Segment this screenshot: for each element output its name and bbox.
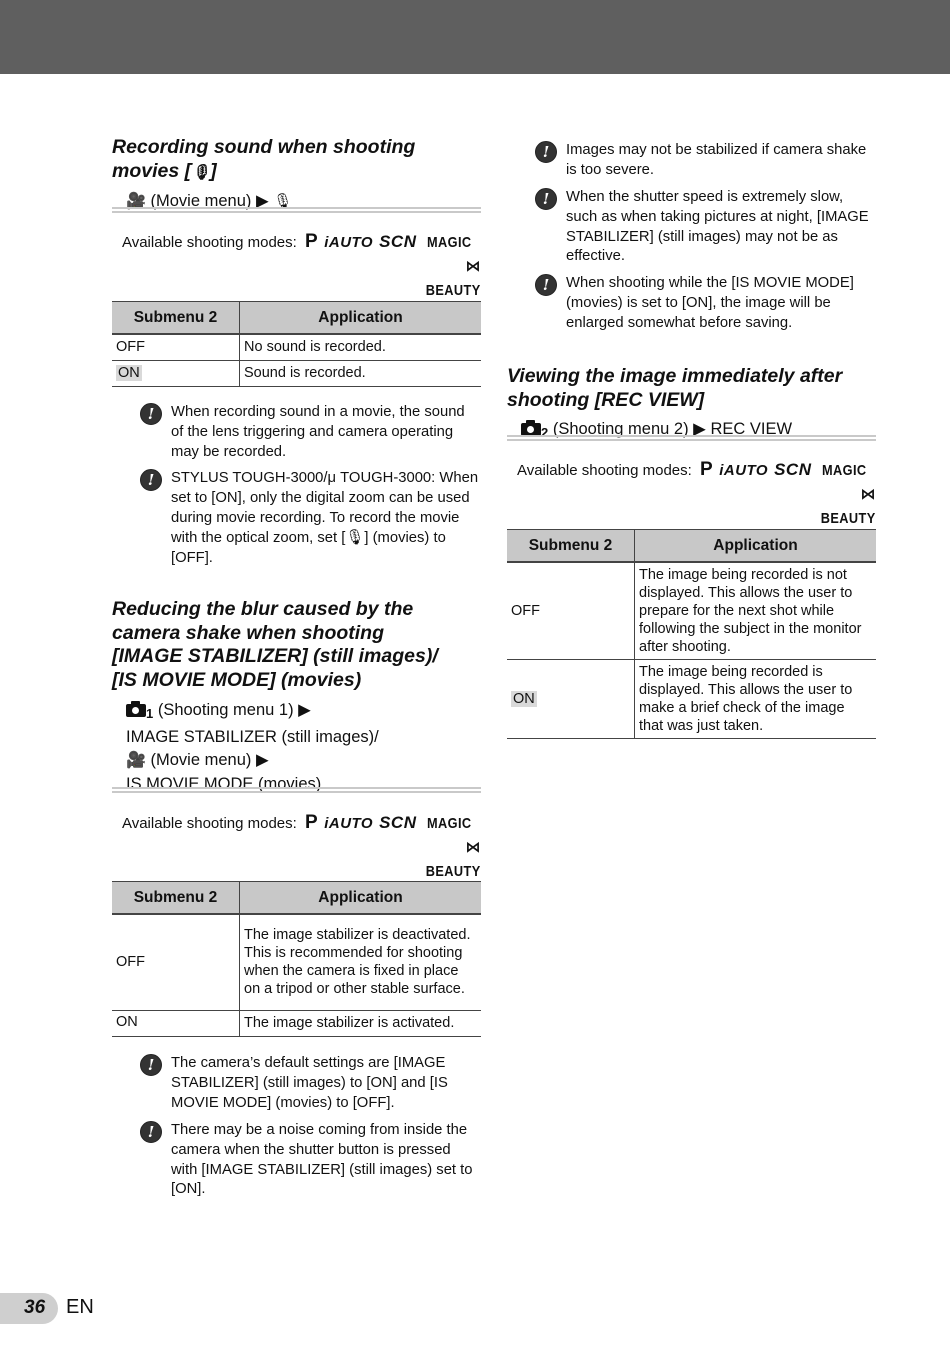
note-text: There may be a noise coming from inside the camera when the shutter button is pressed with [IMAGE STABILIZER] (still images) set to [ON].	[171, 1122, 473, 1198]
submenu-table-rec-view	[507, 529, 876, 739]
iauto-mode-icon: iAUTO	[324, 234, 374, 251]
section-title-rec-view	[507, 365, 876, 412]
beauty-mode-icon: BEAUTY	[426, 863, 481, 880]
modes-label: Available shooting modes:	[121, 234, 297, 251]
page-number: 36	[24, 1297, 46, 1318]
title-line: Viewing the image immediately after	[507, 365, 843, 387]
note-text	[171, 469, 480, 569]
caution-icon: !	[140, 1121, 162, 1143]
beauty-mode-icon: BEAUTY	[426, 282, 481, 299]
note-text-part: ] (movies) to [OFF].	[171, 530, 446, 567]
menu-label: (Shooting menu 1)	[157, 701, 294, 719]
note-item	[140, 1054, 480, 1113]
arrow-right-icon: ▶	[255, 751, 269, 769]
column-header: Application	[635, 530, 877, 563]
available-modes	[112, 230, 481, 303]
divider	[507, 435, 876, 441]
scene-mode-icon: SCN	[774, 460, 812, 479]
beauty-mode-icon: BEAUTY	[821, 510, 876, 527]
note-item	[535, 141, 875, 181]
scene-mode-icon: SCN	[379, 232, 417, 251]
column-header: Submenu 2	[112, 302, 240, 335]
language-code: EN	[66, 1296, 94, 1318]
submenu-table-stabilizer	[112, 881, 481, 1037]
menu-path-line	[112, 749, 481, 773]
modes-label: Available shooting modes:	[121, 815, 297, 832]
note-item	[140, 1121, 480, 1200]
note-item	[535, 274, 875, 333]
note-text-part: STYLUS TOUGH-3000/μ TOUGH-3000: When set to [ON], only the digital zoom can be used during movie recording. To record the movie with the optical zoom, set [	[171, 470, 479, 547]
title-line: ]	[210, 159, 217, 182]
application-cell: The image being recorded is displayed. This allows the user to make a brief check of the image that was just taken.	[635, 659, 877, 738]
microphone-icon: 🎙	[191, 163, 211, 181]
microphone-icon: 🎙	[345, 529, 365, 547]
table-row	[507, 659, 876, 738]
table-row	[112, 1010, 481, 1036]
submenu-value: ON	[513, 690, 535, 707]
menu-path-line	[112, 699, 481, 726]
title-line: [IS MOVIE MODE] (movies)	[112, 668, 362, 691]
iauto-mode-icon: iAUTO	[719, 462, 769, 479]
submenu-cell: ON	[112, 1010, 240, 1036]
menu-label: (Movie menu)	[150, 751, 252, 769]
application-cell: The image stabilizer is activated.	[240, 1010, 482, 1036]
scene-mode-icon: SCN	[379, 813, 417, 832]
program-mode-icon: P	[305, 812, 319, 833]
movie-camera-icon: 🎥	[126, 193, 146, 210]
title-line: Recording sound when shooting	[112, 136, 416, 158]
magic-mode-icon: MAGIC	[426, 815, 472, 832]
arrow-right-icon: ▶	[693, 420, 706, 438]
caution-icon: !	[535, 274, 557, 296]
movie-camera-icon: 🎥	[126, 752, 146, 769]
column-header: Submenu 2	[507, 530, 635, 563]
note-text: When recording sound in a movie, the sound of the lens triggering and camera operating may be recorded.	[171, 404, 465, 460]
title-line: camera shake when shooting	[112, 621, 385, 644]
magic-mode-icon: MAGIC	[426, 234, 472, 251]
menu-path	[112, 699, 481, 796]
submenu-value: OFF	[116, 339, 145, 356]
submenu-cell: OFF	[507, 562, 635, 659]
column-header: Application	[240, 302, 482, 335]
program-mode-icon: P	[700, 459, 714, 480]
camera-icon	[521, 420, 541, 436]
submenu-table-sound	[112, 301, 481, 387]
note-text: When the shutter speed is extremely slow, such as when taking pictures at night, [IMAGE STABILIZER] (still images) may not be as effective.	[566, 189, 869, 265]
table-header-row	[507, 530, 876, 563]
caution-icon: !	[535, 141, 557, 163]
caution-icon: !	[140, 469, 162, 491]
menu-path-line: IMAGE STABILIZER (still images)/	[126, 727, 379, 746]
menu-path-line: IS MOVIE MODE (movies)	[126, 774, 322, 793]
table-row	[112, 360, 481, 386]
table-row	[112, 334, 481, 360]
note-item	[140, 403, 480, 462]
column-header: Submenu 2	[112, 882, 240, 915]
menu-target: REC VIEW	[710, 420, 793, 438]
caution-icon: !	[140, 403, 162, 425]
note-text: The camera’s default settings are [IMAGE STABILIZER] (still images) to [ON] and [IS MOVIE MODE] (movies) to [OFF].	[171, 1055, 448, 1111]
divider	[112, 207, 481, 213]
title-line: Reducing the blur caused by the	[112, 598, 414, 620]
column-header: Application	[240, 882, 482, 915]
table-header-row	[112, 882, 481, 915]
available-modes	[112, 811, 481, 884]
submenu-cell	[112, 334, 240, 360]
panorama-mode-icon: ⋈	[860, 486, 876, 503]
arrow-right-icon: ▶	[255, 192, 269, 210]
divider	[112, 787, 481, 793]
panorama-mode-icon: ⋈	[465, 839, 481, 856]
program-mode-icon: P	[305, 231, 319, 252]
arrow-right-icon: ▶	[298, 701, 311, 719]
note-item	[140, 469, 480, 569]
note-text: When shooting while the [IS MOVIE MODE] (movies) is set to [ON], the image will be enlarged somewhat before saving.	[566, 275, 854, 331]
caution-icon: !	[535, 188, 557, 210]
mode-icons	[305, 812, 481, 856]
header-bar	[0, 0, 950, 74]
menu-label: (Movie menu)	[150, 192, 252, 210]
submenu-cell	[112, 360, 240, 386]
mode-icons	[700, 459, 876, 503]
table-row	[112, 914, 481, 1010]
submenu-value: ON	[118, 365, 140, 381]
title-line: movies [	[112, 159, 192, 182]
note-text: Images may not be stabilized if camera shake is too severe.	[566, 142, 867, 178]
note-item	[535, 188, 875, 267]
microphone-icon: 🎙	[273, 193, 293, 210]
title-line: [IMAGE STABILIZER] (still images)/	[112, 645, 438, 667]
table-header-row	[112, 302, 481, 335]
magic-mode-icon: MAGIC	[821, 462, 867, 479]
available-modes	[507, 458, 876, 531]
application-cell: Sound is recorded.	[240, 360, 482, 386]
menu-number: 1	[146, 706, 154, 721]
title-line: shooting [REC VIEW]	[507, 388, 705, 411]
panorama-mode-icon: ⋈	[465, 258, 481, 275]
table-row	[507, 562, 876, 659]
submenu-cell	[507, 659, 635, 738]
mode-icons	[305, 231, 481, 275]
application-cell: No sound is recorded.	[240, 334, 482, 360]
section-title-recording-sound	[112, 136, 481, 184]
camera-icon	[126, 701, 146, 717]
menu-number: 2	[541, 425, 549, 440]
modes-label: Available shooting modes:	[516, 462, 692, 479]
application-cell: The image stabilizer is deactivated. This is recommended for shooting when the camera is fixed in place on a tripod or other stable surface.	[240, 914, 482, 1010]
caution-icon: !	[140, 1054, 162, 1076]
section-title-image-stabilizer	[112, 598, 481, 692]
application-cell: The image being recorded is not displayed. This allows the user to prepare for the next shot while following the subject in the monitor after shooting.	[635, 562, 877, 659]
menu-label: (Shooting menu 2)	[552, 420, 689, 438]
iauto-mode-icon: iAUTO	[324, 815, 374, 832]
submenu-cell: OFF	[112, 914, 240, 1010]
